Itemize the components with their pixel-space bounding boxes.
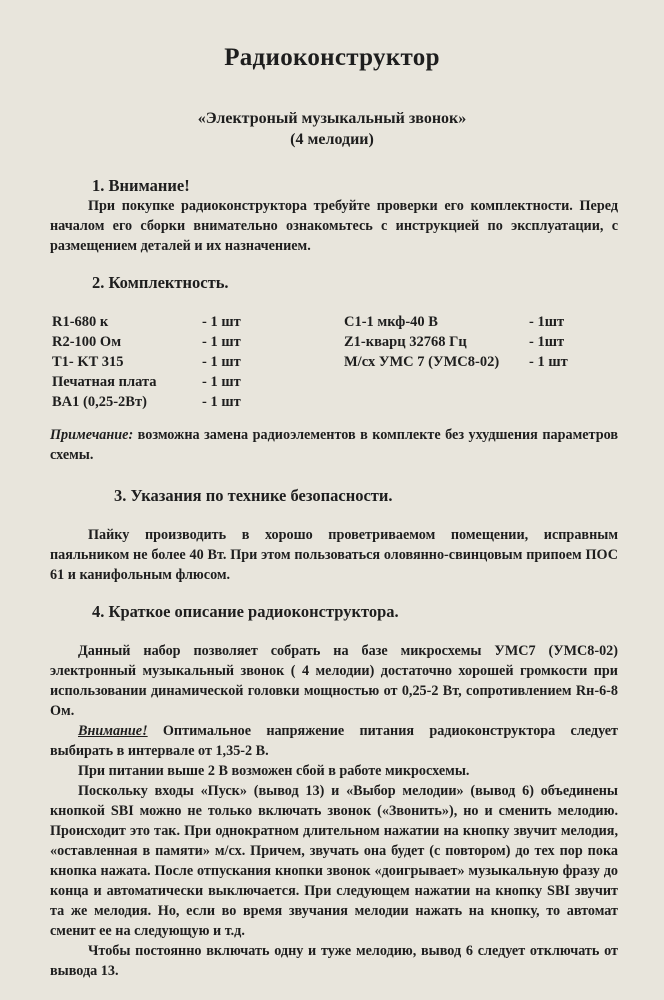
parts-column-right <box>344 312 612 372</box>
page-title: Радиоконструктор <box>224 44 440 71</box>
part-row: BA1 (0,25-2Вт) - 1 шт <box>52 394 241 410</box>
section-4-heading: 4. Краткое описание радиоконструктора. <box>92 602 399 621</box>
section-1-text: При покупке радиоконструктора требуйте проверки его комплектности. Перед началом его сборки внимательно ознакомьтесь с инструкцией по эксплуатации, с размещением деталей и их назначением. <box>50 198 618 254</box>
part-row: Z1-кварц 32768 Гц - 1шт <box>344 334 565 350</box>
parts-column-left <box>52 312 292 412</box>
part-row: Печатная плата - 1 шт <box>52 374 241 390</box>
paragraph: Данный набор позволяет собрать на базе микросхемы УМС7 (УМС8-02) электронный музыкальный звонок ( 4 мелодии) достаточно хорошей громкости при использовании динамической головки мощностью от 0,25-2 Вт, сопротивлением Rн-6-8 Ом. <box>50 643 618 719</box>
note-label: Примечание: <box>50 427 134 443</box>
section-4-text <box>50 641 618 981</box>
section-3-text: Пайку производить в хорошо проветриваемом помещении, исправным паяльником не более 40 Вт. При этом пользоваться оловянно-свинцовым припоем ПОС 61 и канифольным флюсом. <box>50 527 618 583</box>
product-name: «Электроный музыкальный звонок» <box>197 110 467 127</box>
part-row: C1-1 мкф-40 В - 1шт <box>344 314 565 330</box>
melody-count: (4 мелодии) <box>290 131 374 148</box>
paragraph: При питании выше 2 В возможен сбой в работе микросхемы. <box>78 763 470 779</box>
part-row: М/сх УМС 7 (УМС8-02) - 1 шт <box>344 354 568 370</box>
paragraph: Чтобы постоянно включать одну и тужe мелодию, вывод 6 следует отключать от вывода 13. <box>50 943 618 979</box>
section-1-heading: 1. Внимание! <box>92 176 190 195</box>
paragraph: Поскольку входы «Пуск» (вывод 13) и «Выбор мелодии» (вывод 6) объединены кнопкой SBI можно не только включать звонок («Звонить»), но и сменить мелодию. Происходит это так. При однократном длительном нажатии на кнопку звучит мелодия, «оставленная в памяти» м/сх. Причем, звучать она будет (с повтором) до тех пор пока кнопка нажата. После отпускания кнопки звонок «доигрывает» музыкальную фразу до конца и автоматически выключается. При следующем нажатии на кнопку SBI звучит та же мелодия. Но, если во время звучания мелодии нажать на кнопку, то автомат сменит ее на следующую и т.д. <box>50 783 618 939</box>
part-row: R2-100 Ом - 1 шт <box>52 334 241 350</box>
part-row: T1- KT 315 - 1 шт <box>52 354 241 370</box>
parts-list <box>52 312 612 412</box>
note-text: возможна замена радиоэлементов в комплекте без ухудшения параметров схемы. <box>50 427 618 463</box>
parts-note <box>50 425 618 465</box>
warning-label: Внимание! <box>78 723 148 739</box>
paragraph: Внимание! Оптимальное напряжение питания радиоконструктора следует выбирать в интервале от 1,35-2 В. <box>50 723 618 759</box>
section-3-heading: 3. Указания по технике безопасности. <box>114 486 393 505</box>
part-row: R1-680 к - 1 шт <box>52 314 241 330</box>
section-2-heading: 2. Комплектность. <box>92 273 229 292</box>
